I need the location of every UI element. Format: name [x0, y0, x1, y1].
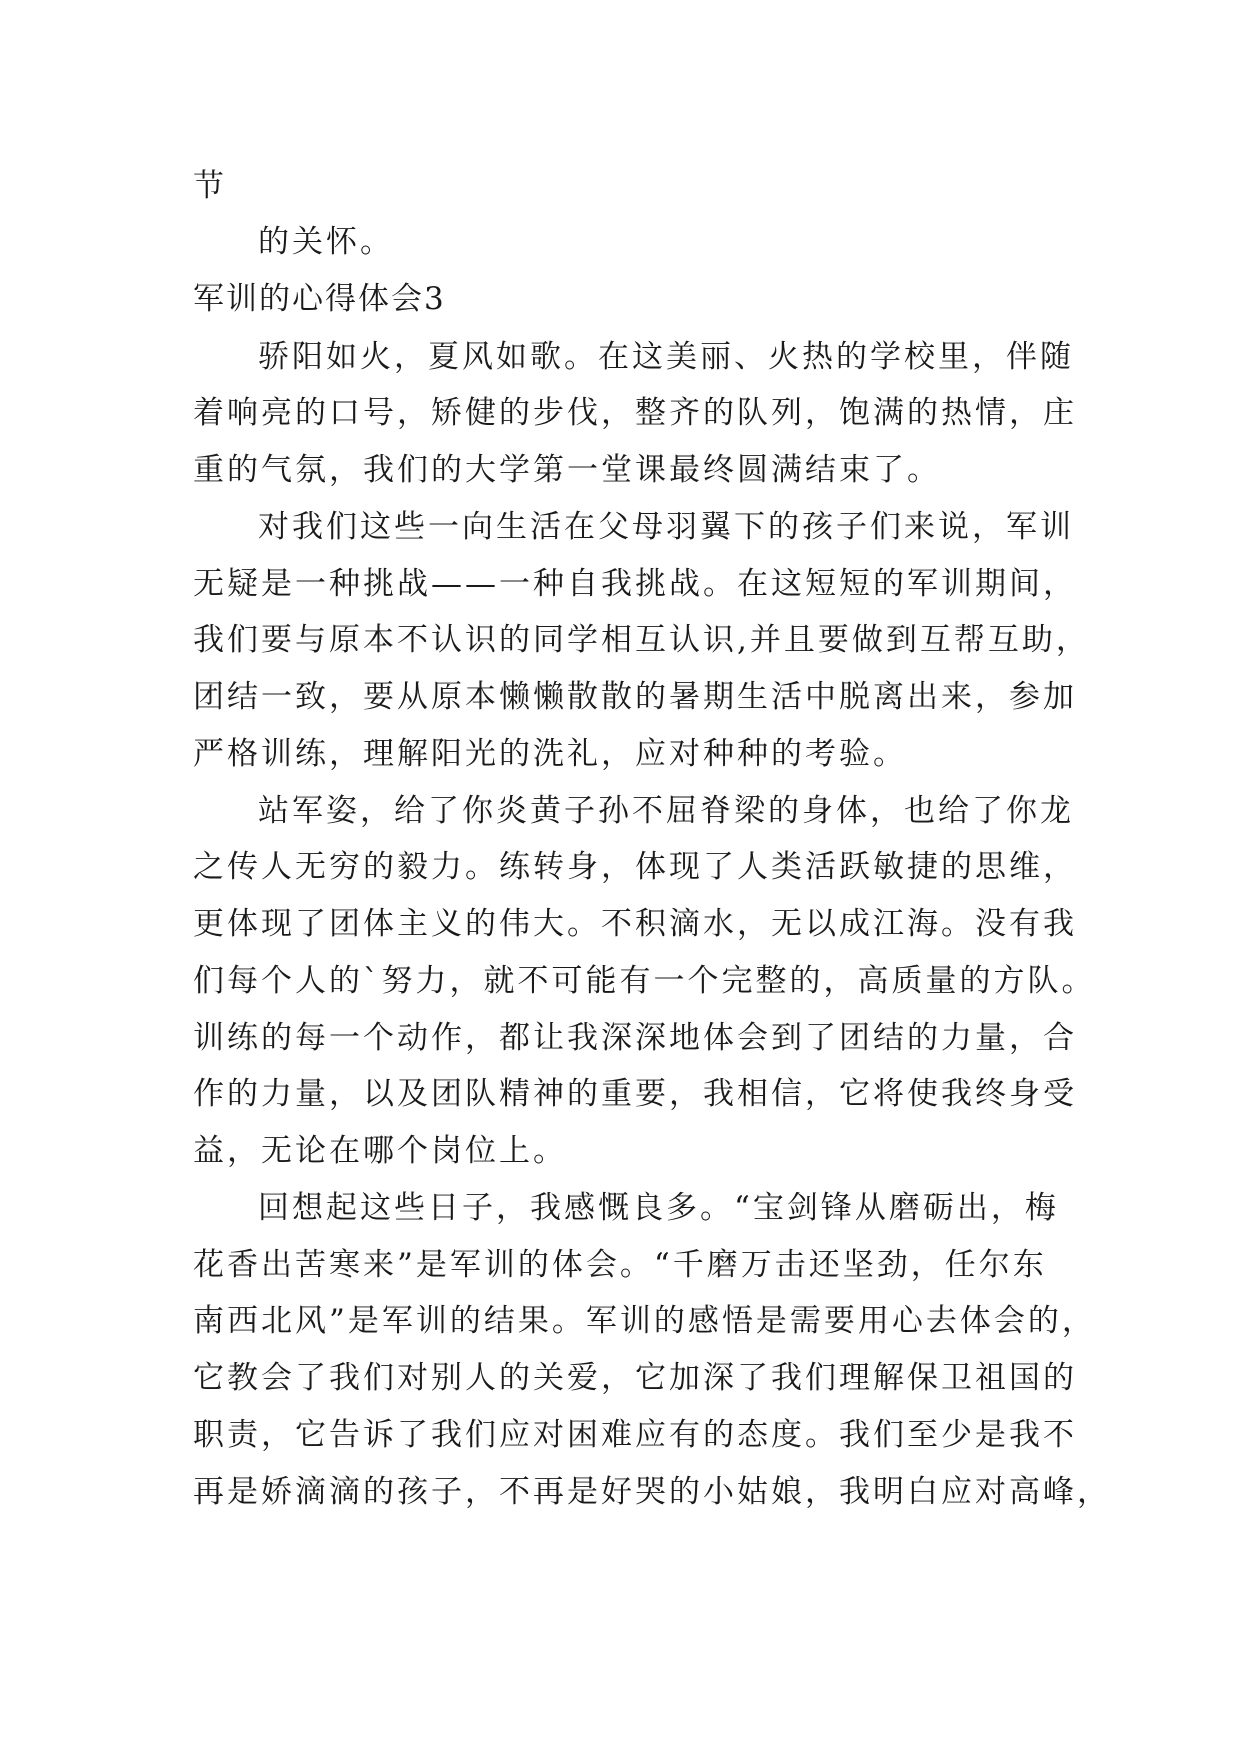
paragraph-line: 重的气氛，我们的大学第一堂课最终圆满结束了。 [193, 452, 941, 488]
section-heading: 军训的心得体会3 [193, 281, 446, 317]
paragraph-line: 再是娇滴滴的孩子，不再是好哭的小姑娘，我明白应对高峰， [193, 1474, 1111, 1510]
fragment-end: 的关怀。 [258, 224, 394, 260]
paragraph-line: 花香出苦寒来”是军训的体会。“千磨万击还坚劲，任尔东 [193, 1247, 1047, 1283]
paragraph-line: 回想起这些日子，我感慨良多。“宝剑锋从磨砺出，梅 [258, 1190, 1059, 1226]
paragraph-line: 们每个人的`努力，就不可能有一个完整的，高质量的方队。 [193, 963, 1096, 999]
paragraph-line: 职责，它告诉了我们应对困难应有的态度。我们至少是我不 [193, 1417, 1077, 1453]
paragraph-line: 南西北风”是军训的结果。军训的感悟是需要用心去体会的， [193, 1303, 1096, 1339]
paragraph-line: 对我们这些一向生活在父母羽翼下的孩子们来说，军训 [258, 509, 1074, 545]
paragraph-line: 之传人无穷的毅力。练转身，体现了人类活跃敏捷的思维， [193, 849, 1077, 885]
paragraph-line: 骄阳如火，夏风如歌。在这美丽、火热的学校里，伴随 [258, 339, 1074, 375]
paragraph-line: 严格训练，理解阳光的洗礼，应对种种的考验。 [193, 736, 907, 772]
paragraph-line: 着响亮的口号，矫健的步伐，整齐的队列，饱满的热情，庄 [193, 395, 1077, 431]
paragraph-line: 无疑是一种挑战——一种自我挑战。在这短短的军训期间， [193, 566, 1077, 602]
paragraph-line: 站军姿，给了你炎黄子孙不屈脊梁的身体，也给了你龙 [258, 793, 1074, 829]
paragraph-line: 益，无论在哪个岗位上。 [193, 1133, 567, 1169]
paragraph-line: 训练的每一个动作，都让我深深地体会到了团结的力量，合 [193, 1020, 1077, 1056]
paragraph-line: 更体现了团体主义的伟大。不积滴水，无以成江海。没有我 [193, 906, 1077, 942]
fragment-char: 节 [193, 168, 227, 204]
paragraph-line: 团结一致，要从原本懒懒散散的暑期生活中脱离出来，参加 [193, 679, 1077, 715]
paragraph-line: 它教会了我们对别人的关爱，它加深了我们理解保卫祖国的 [193, 1360, 1077, 1396]
paragraph-line: 我们要与原本不认识的同学相互认识,并且要做到互帮互助， [193, 622, 1090, 658]
paragraph-line: 作的力量，以及团队精神的重要，我相信，它将使我终身受 [193, 1076, 1077, 1112]
